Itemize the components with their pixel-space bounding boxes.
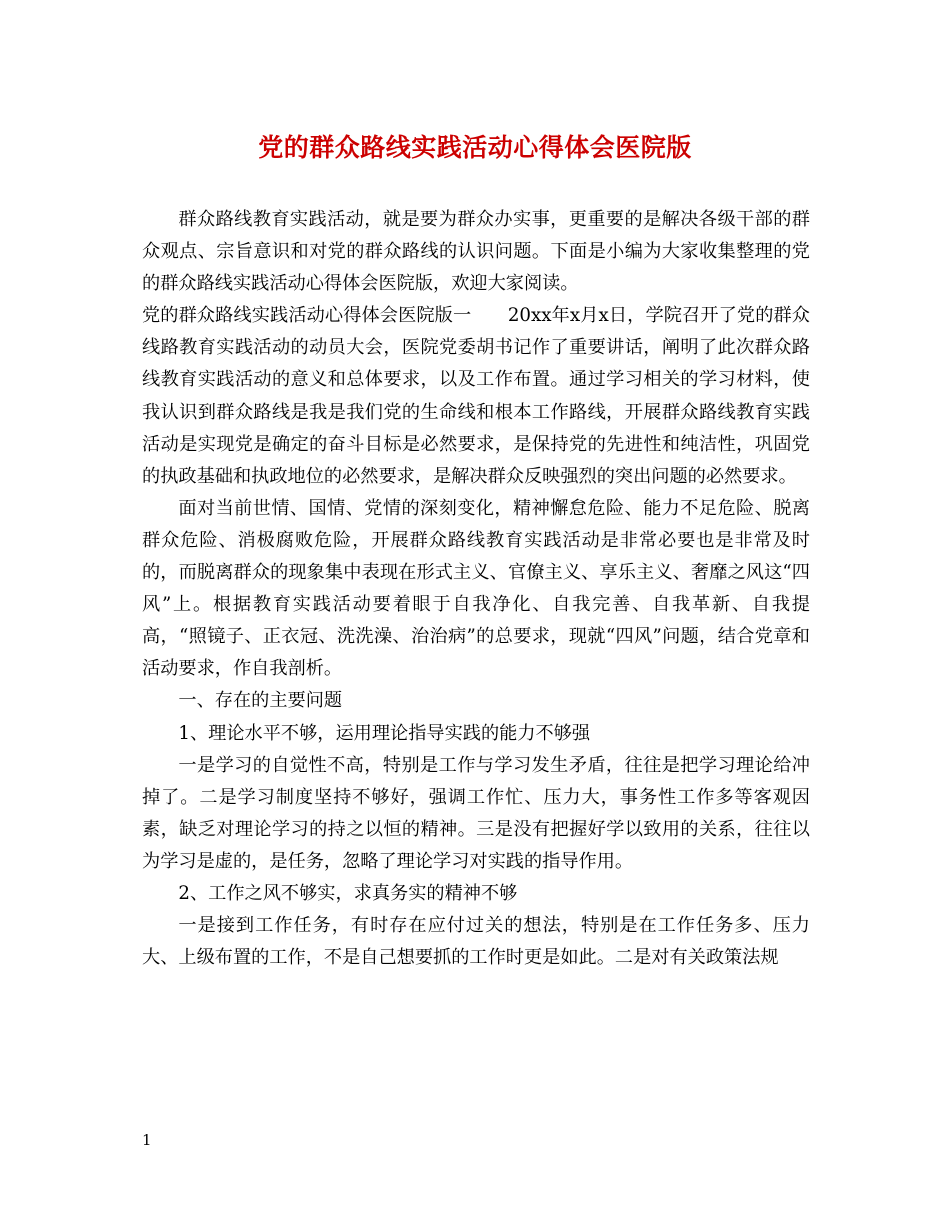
document-title: 党的群众路线实践活动心得体会医院版: [258, 133, 692, 162]
theory-level-paragraph: 一是学习的自觉性不高，特别是工作与学习发生矛盾，往往是把学习理论给冲掉了。二是学习制度坚持不够好，强调工作忙、压力大，事务性工作多等客观因素，缺乏对理论学习的持之以恒的精神。三是没有把握好学以致用的关系，往往以为学习是虚的，是任务，忽略了理论学习对实践的指导作用。: [142, 754, 810, 872]
heading-main-problems: 一、存在的主要问题: [178, 690, 343, 712]
document-body: [142, 204, 810, 974]
work-style-paragraph: 一是接到工作任务，有时存在应付过关的想法，特别是在工作任务多、压力大、上级布置的工作，不是自己想要抓的工作时更是如此。二是对有关政策法规: [142, 915, 810, 969]
section-one-paragraph: 党的群众路线实践活动心得体会医院版一 20xx年x月x日，学院召开了党的群众线路教育实践活动的动员大会，医院党委胡书记作了重要讲话，阐明了此次群众路线教育实践活动的意义和总体要求，以及工作布置。通过学习相关的学习材料，使我认识到群众路线是我是我们党的生命线和根本工作路线，开展群众路线教育实践活动是实现党是确定的奋斗目标是必然要求，是保持党的先进性和纯洁性，巩固党的执政基础和执政地位的必然要求，是解决群众反映强烈的突出问题的必然要求。: [142, 305, 810, 487]
page-number: 1: [142, 1131, 152, 1149]
heading-work-style: 2、工作之风不够实，求真务实的精神不够: [178, 882, 518, 904]
intro-paragraph: 群众路线教育实践活动，就是要为群众办实事，更重要的是解决各级干部的群众观点、宗旨意识和对党的群众路线的认识问题。下面是小编为大家收集整理的党的群众路线实践活动心得体会医院版，欢迎大家阅读。: [142, 209, 810, 295]
heading-theory-level: 1、理论水平不够，运用理论指导实践的能力不够强: [178, 722, 591, 744]
analysis-paragraph: 面对当前世情、国情、党情的深刻变化，精神懈怠危险、能力不足危险、脱离群众危险、消极腐败危险，开展群众路线教育实践活动是非常必要也是非常及时的，而脱离群众的现象集中表现在形式主义、官僚主义、享乐主义、奢靡之风这“四风”上。根据教育实践活动要着眼于自我净化、自我完善、自我革新、自我提高，“照镜子、正衣冠、洗洗澡、治治病”的总要求，现就“四风”问题，结合党章和活动要求，作自我剖析。: [142, 497, 810, 680]
